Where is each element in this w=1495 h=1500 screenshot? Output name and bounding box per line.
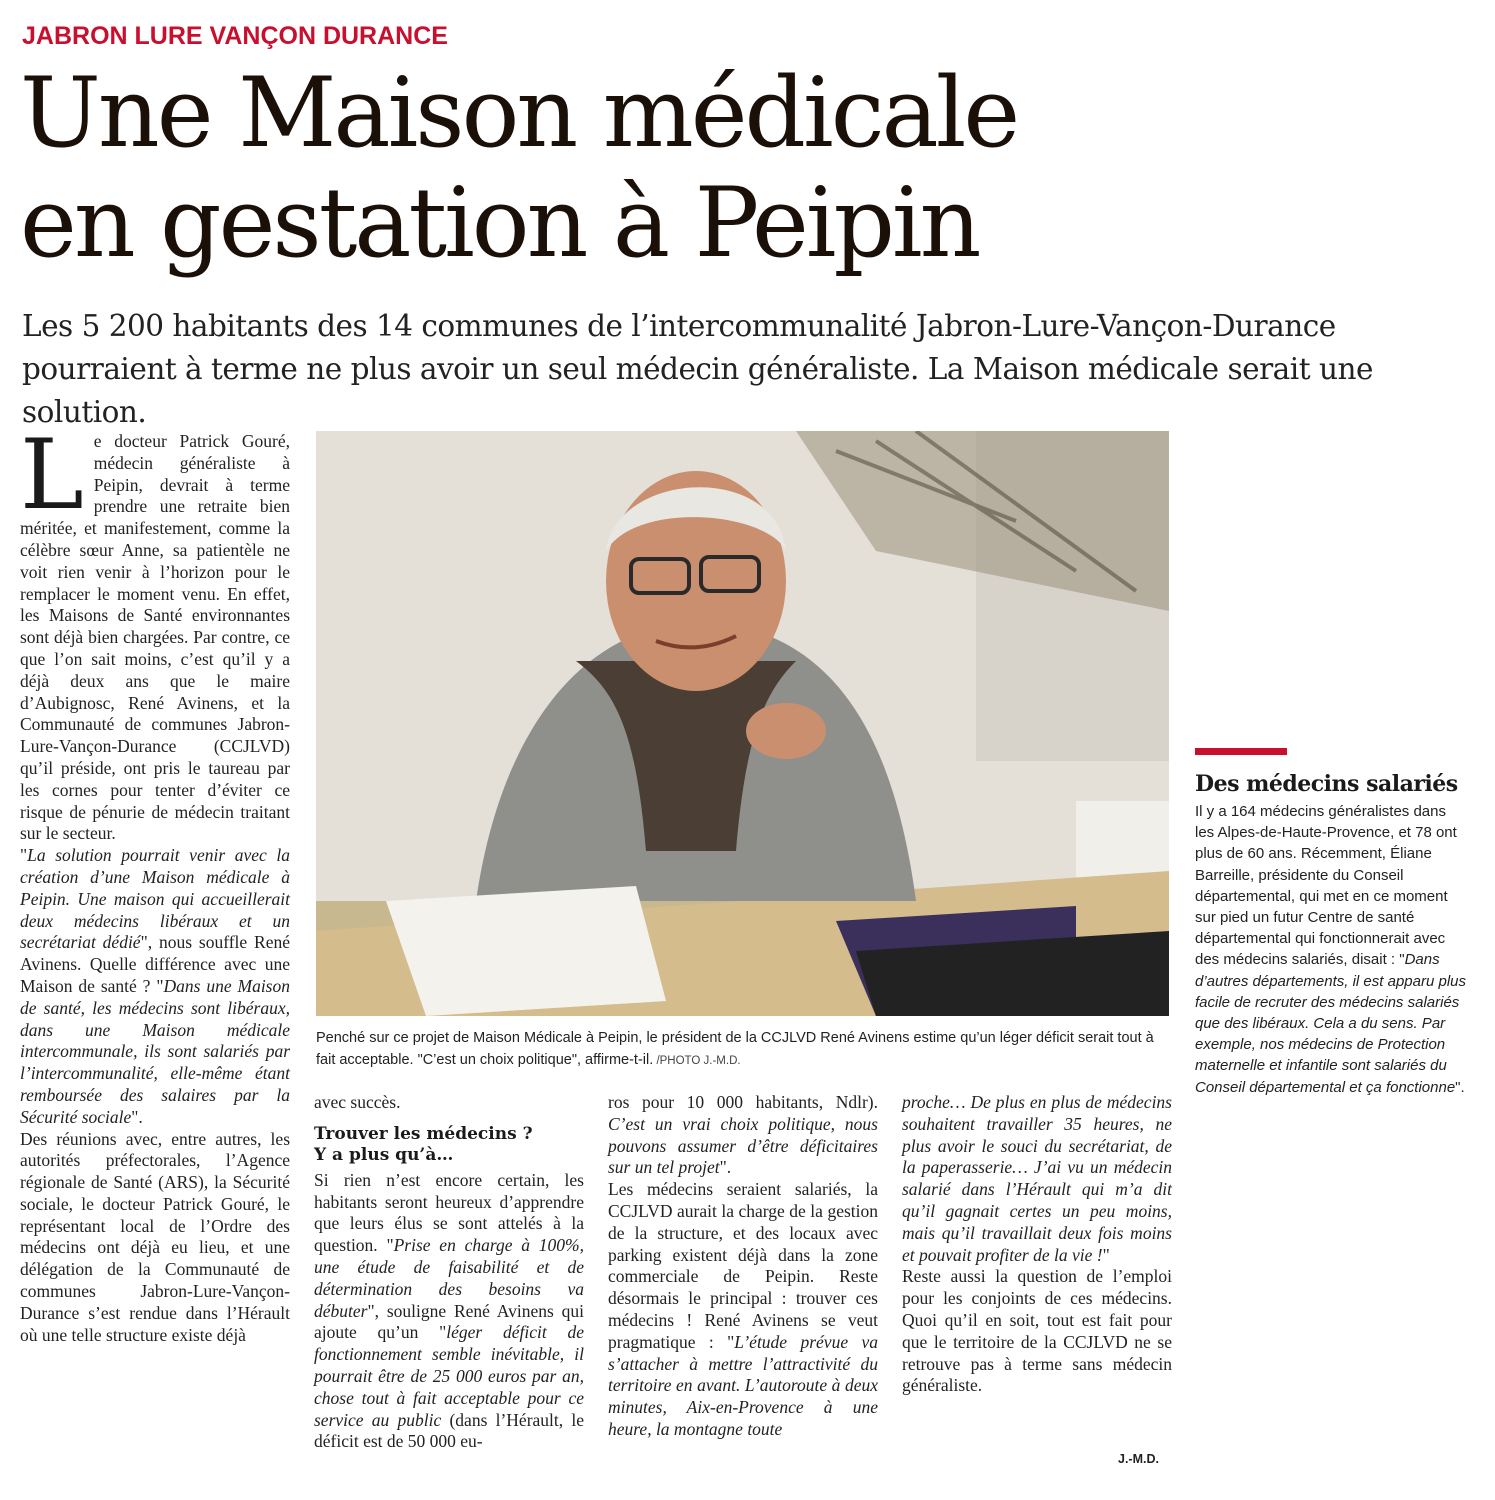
article-paragraph xyxy=(20,419,290,845)
paragraph-text: ros pour 10 000 habitants, Ndlr). xyxy=(608,1092,878,1112)
photo-illustration xyxy=(316,431,1169,1016)
sidebar-accent-bar xyxy=(1195,748,1287,755)
article-paragraph xyxy=(20,1129,290,1347)
paragraph-text: e docteur Patrick Gouré, médecin généraliste à Peipin, devrait à terme prendre une retraite bien méritée, et manifestement, comme la célèbre sœur Anne, sa patientèle ne voit rien venir à l’horizon pour le remplacer le moment venu. En effet, les Maisons de Santé environnantes sont déjà bien chargées. Par contre, ce que l’on sait moins, c’est qu’il y a déjà deux ans que le maire d’Aubignosc, René Avinens, et la Communauté de communes Jabron-Lure-Vançon-Durance (CCJLVD) qu’il préside, ont pris le taureau par les cornes pour tenter d’éviter ce risque de pénurie de médecin traitant sur le secteur. xyxy=(20,431,290,844)
quote-text: Dans une Maison de santé, les médecins sont libéraux, dans une Maison médicale intercommunale, ils sont salariés par l’intercommunalité, elle-même étant remboursée des salaires par la Sécurité sociale xyxy=(20,975,290,1127)
paragraph-text: (dans l’Hérault, le déficit est de 50 000 eu- xyxy=(314,1409,584,1452)
paragraph-text: ", nous souffle René Avinens. Quelle différence avec une Maison de santé ? " xyxy=(20,932,290,996)
sidebar-paragraph: Il y a 164 médecins généralistes dans les Alpes-de-Haute-Provence, et 78 ont plus de 60 ans. Récemment, Éliane Barreille, présidente du Conseil départemental, qui met en ce moment sur pied un futur Centre de santé départemental qui fonctionnerait avec des médecins salariés, disait : " xyxy=(1195,803,1457,969)
quote-text: C’est un vrai choix politique, nous pouvons assumer d’être déficitaires sur un tel projet xyxy=(608,1113,878,1178)
sidebar-text xyxy=(1195,801,1467,1098)
paragraph-text: Reste aussi la question de l’emploi pour les conjoints de ces médecins. Quoi qu’il en soit, tout est fait pour que le territoire de la CCJLVD ne se retrouve pas à terme sans médecin généraliste. xyxy=(902,1266,1172,1396)
quote-mark: ". xyxy=(131,1106,143,1127)
photo-credit: /PHOTO J.-M.D. xyxy=(653,1055,741,1067)
quote-mark: " xyxy=(20,845,28,866)
article-paragraph xyxy=(314,1092,584,1114)
paragraph-text: Des réunions avec, entre autres, les autorités préfectorales, l’Agence régionale de Santé (ARS), la Sécurité sociale, le docteur Patrick Gouré, le représentant local de l’Ordre des médecins ont déjà eu lieu, et une délégation de la Communauté de communes Jabron-Lure-Vançon-Durance s’est rendue dans l’Hérault où une telle structure existe déjà xyxy=(20,1128,290,1345)
author-signature: J.-M.D. xyxy=(1118,1452,1159,1466)
quote-text: L’étude prévue va s’attacher à mettre l’attractivité du territoire en avant. L’autoroute à deux minutes, Aix-en-Provence à une heure, la montagne toute xyxy=(608,1331,878,1439)
standfirst-line-2: pourraient à terme ne plus avoir un seul médecin généraliste. La Maison médicale serait une solution. xyxy=(22,352,1373,429)
caption-text: Penché sur ce projet de Maison Médicale à Peipin, le président de la CCJLVD René Avinens estime qu’un léger déficit serait tout à fait acceptable. "C’est un choix politique", affirme-t-il. xyxy=(316,1030,1154,1068)
article-photo xyxy=(316,431,1169,1016)
intertitle-line-1: Trouver les médecins ? xyxy=(314,1123,533,1144)
quote-text: léger déficit de fonctionnement semble inévitable, il pourrait être de 25 000 euros par an, chose tout à fait acceptable pour ce service au public xyxy=(314,1322,584,1430)
standfirst-line-1: Les 5 200 habitants des 14 communes de l’intercommunalité Jabron-Lure-Vançon-Durance xyxy=(22,309,1336,343)
intertitle-line-2: Y a plus qu’à… xyxy=(314,1144,454,1165)
article-column-1 xyxy=(20,419,290,1346)
article-column-3 xyxy=(608,1092,878,1441)
quote-mark: " xyxy=(1102,1244,1110,1265)
quote-mark: ". xyxy=(1455,1078,1465,1096)
article-paragraph xyxy=(902,1266,1172,1397)
sidebar-quote: Dans d’autres départements, il est apparu plus facile de recruter des médecins salariés que des libéraux. Cela a du sens. Par exemple, nos médecins de Protection maternelle et infantile sont salariés du Conseil départemental et ça fonctionne xyxy=(1195,951,1466,1096)
intertitle xyxy=(314,1124,584,1166)
drop-cap: L xyxy=(20,419,84,531)
sidebar-box xyxy=(1195,748,1467,1098)
quote-text: Prise en charge à 100%, une étude de faisabilité et de détermination des besoins va débuter xyxy=(314,1235,584,1321)
paragraph-text: avec succès. xyxy=(314,1092,401,1112)
photo-caption xyxy=(316,1027,1169,1072)
sidebar-title: Des médecins salariés xyxy=(1195,771,1458,797)
article-paragraph xyxy=(608,1092,878,1179)
quote-mark: ". xyxy=(719,1157,732,1178)
paragraph-text: ", souligne René Avinens qui ajoute qu’un " xyxy=(314,1300,584,1343)
article-paragraph xyxy=(608,1179,878,1441)
standfirst xyxy=(22,305,1482,434)
quote-text: proche… De plus en plus de médecins souhaitent travailler 35 heures, ne plus avoir le souci du secrétariat, de la paperasserie… J’ai vu un médecin salarié dans l’Hérault qui m’a dit qu’il gagnait certes un peu moins, mais qu’il travaillait deux fois moins et pouvait profiter de la vie ! xyxy=(902,1092,1172,1265)
headline xyxy=(20,58,1480,278)
paragraph-text: Si rien n’est encore certain, les habitants seront heureux d’apprendre que leurs élus se sont attelés à la question. " xyxy=(314,1169,584,1256)
paragraph-text: Les médecins seraient salariés, la CCJLVD aurait la charge de la gestion de la structure, et des locaux avec parking existent déjà dans la zone commerciale de Peipin. Reste désormais le principal : trouver ces médecins ! René Avinens se veut pragmatique : " xyxy=(608,1179,878,1352)
article-paragraph xyxy=(20,845,290,1128)
article-column-2 xyxy=(314,1092,584,1453)
quote-text: La solution pourrait venir avec la création d’une Maison médicale à Peipin. Une maison qui accueillerait deux médecins libéraux et un secrétariat dédié xyxy=(20,845,290,953)
headline-line-2: en gestation à Peipin xyxy=(20,167,979,279)
article-paragraph xyxy=(902,1092,1172,1266)
section-rubric: JABRON LURE VANÇON DURANCE xyxy=(22,22,448,50)
headline-line-1: Une Maison médicale xyxy=(20,57,1018,169)
article-paragraph xyxy=(314,1170,584,1453)
article-column-4 xyxy=(902,1092,1172,1397)
